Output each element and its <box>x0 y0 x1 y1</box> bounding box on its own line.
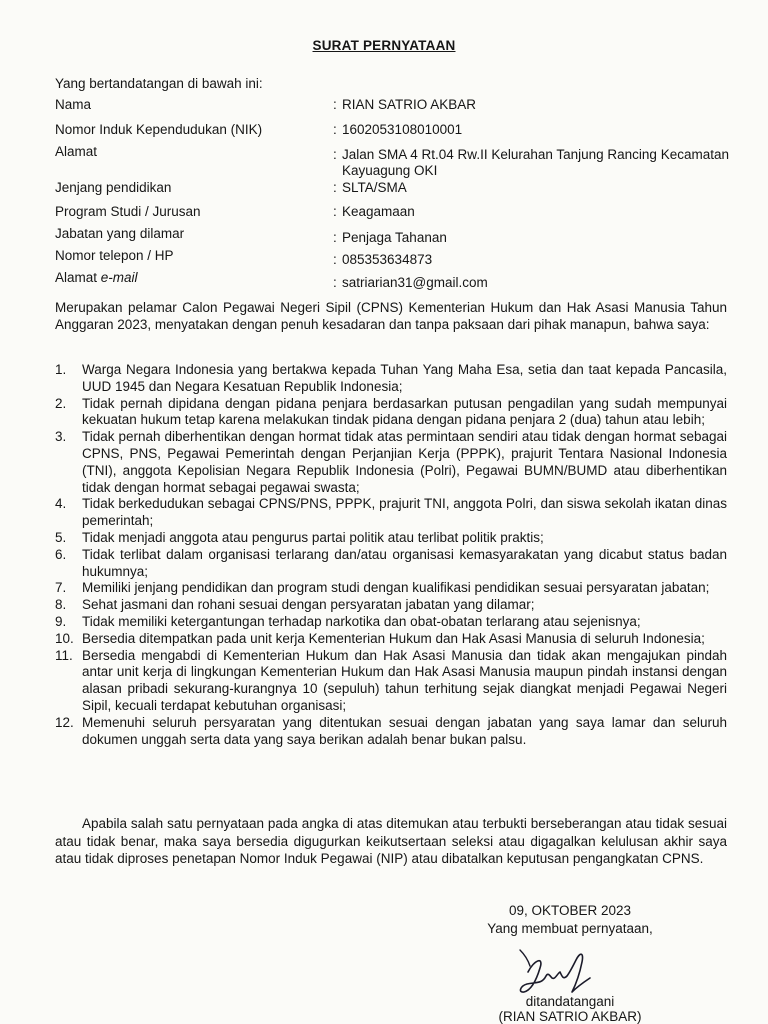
field-value: Jalan SMA 4 Rt.04 Rw.II Kelurahan Tanjung Rancing Kecamatan Kayuagung OKI <box>342 147 729 178</box>
field-value: 1602053108010001 <box>342 122 463 137</box>
field-colon: : <box>333 122 337 137</box>
field-value: SLTA/SMA <box>342 180 407 195</box>
list-item: 3. Tidak pernah diberhentikan dengan hormat tidak atas permintaan sendiri atau tidak dengan hormat sebagai CPNS, PNS, Pegawai Pemerintah dengan Perjanjian Kerja (PPPK), prajurit Tentara Nasional Indonesia (TNI), anggota Kepolisian Negara Republik Indonesia (Polri), Pegawai BUMN/BUMD atau diberhentikan tidak dengan hormat sebagai pegawai swasta; <box>55 429 727 495</box>
list-item: 6. Tidak terlibat dalam organisasi terlarang dan/atau organisasi kemasyarakatan yang dicabut status badan hukumnya; <box>55 546 727 579</box>
list-item: 5. Tidak menjadi anggota atau pengurus partai politik atau terlibat politik praktis; <box>55 529 544 545</box>
field-colon: : <box>333 204 337 219</box>
closing-paragraph: Apabila salah satu pernyataan pada angka di atas ditemukan atau terbukti berseberangan atau tidak sesuai atau tidak benar, maka saya bersedia digugurkan keikutsertaan seleksi atau digagalkan kelulusan akhir saya atau tidak diproses penetapan Nomor Induk Pegawai (NIP) atau dibatalkan keputusan pengangkatan CPNS. <box>55 816 727 866</box>
field-colon: : <box>333 275 337 290</box>
field-label: Program Studi / Jurusan <box>55 204 201 219</box>
list-item: 1. Warga Negara Indonesia yang bertakwa kepada Tuhan Yang Maha Esa, setia dan taat kepada Pancasila, UUD 1945 dan Negara Kesatuan Republik Indonesia; <box>55 362 727 394</box>
list-item: 4. Tidak berkedudukan sebagai CPNS/PNS, PPPK, prajurit TNI, anggota Polri, dan siswa sekolah ikatan dinas pemerintah; <box>55 496 727 529</box>
field-colon: : <box>333 180 337 195</box>
field-label: Nama <box>55 97 92 112</box>
signature-date: 09, OKTOBER 2023 <box>508 903 632 918</box>
list-item: 8. Sehat jasmani dan rohani sesuai dengan persyaratan jabatan yang dilamar; <box>55 597 535 613</box>
list-item: 7. Memiliki jenjang pendidikan dan program studi dengan kualifikasi pendidikan sesuai persyaratan jabatan; <box>55 580 710 596</box>
field-label: Alamat <box>55 144 98 159</box>
document-title: SURAT PERNYATAAN <box>312 38 456 53</box>
field-label: Jenjang pendidikan <box>55 180 172 195</box>
signature-note: ditandatangani <box>525 994 615 1009</box>
field-colon: : <box>333 230 337 245</box>
list-item: 10. Bersedia ditempatkan pada unit kerja Kementerian Hukum dan Hak Asasi Manusia di seluruh Indonesia; <box>55 630 705 646</box>
list-item: 9. Tidak memiliki ketergantungan terhadap narkotika dan obat-obatan terlarang atau sejenisnya; <box>55 613 641 629</box>
list-item: 12. Memenuhi seluruh persyaratan yang ditentukan sesuai dengan jabatan yang saya lamar dan seluruh dokumen unggah serta data yang saya berikan adalah benar bukan palsu. <box>55 714 727 747</box>
field-value: satriarian31@gmail.com <box>342 275 488 290</box>
statement-paragraph: Merupakan pelamar Calon Pegawai Negeri Sipil (CPNS) Kementerian Hukum dan Hak Asasi Manusia Tahun Anggaran 2023, menyatakan dengan penuh kesadaran dan tanpa paksaan dari pihak manapun, bahwa saya: <box>55 300 727 332</box>
field-label: Jabatan yang dilamar <box>55 226 185 241</box>
field-value: Penjaga Tahanan <box>342 230 447 245</box>
field-colon: : <box>333 147 337 162</box>
field-value: RIAN SATRIO AKBAR <box>342 97 477 112</box>
field-value: 085353634873 <box>342 252 433 267</box>
intro-text: Yang bertandatangan di bawah ini: <box>55 76 263 91</box>
handwritten-signature <box>510 942 610 1002</box>
list-item: 2. Tidak pernah dipidana dengan pidana penjara berdasarkan putusan pengadilan yang sudah mempunyai kekuatan hukum tetap karena melakukan tindak pidana dengan pidana penjara 2 (dua) tahun atau lebih; <box>55 395 727 428</box>
statement-list <box>55 362 727 748</box>
field-label: Nomor Induk Kependudukan (NIK) <box>55 122 263 137</box>
field-label: Alamat e-mail <box>55 270 138 285</box>
field-colon: : <box>333 97 337 112</box>
list-item: 11. Bersedia mengabdi di Kementerian Hukum dan Hak Asasi Manusia dan tidak akan mengajukan pindah antar unit kerja di lingkungan Kementerian Hukum dan Hak Asasi Manusia maupun pindah instansi dengan alasan pribadi sekurang-kurangnya 10 (sepuluh) tahun terhitung sejak diangkat menjadi Pegawai Negeri Sipil, kecuali terdapat kebutuhan organisasi; <box>55 647 727 713</box>
signature-role: Yang membuat pernyataan, <box>487 921 653 936</box>
signer-name: (RIAN SATRIO AKBAR) <box>498 1009 642 1024</box>
field-label: Nomor telepon / HP <box>55 248 174 263</box>
field-colon: : <box>333 252 337 267</box>
field-value: Keagamaan <box>342 204 415 219</box>
